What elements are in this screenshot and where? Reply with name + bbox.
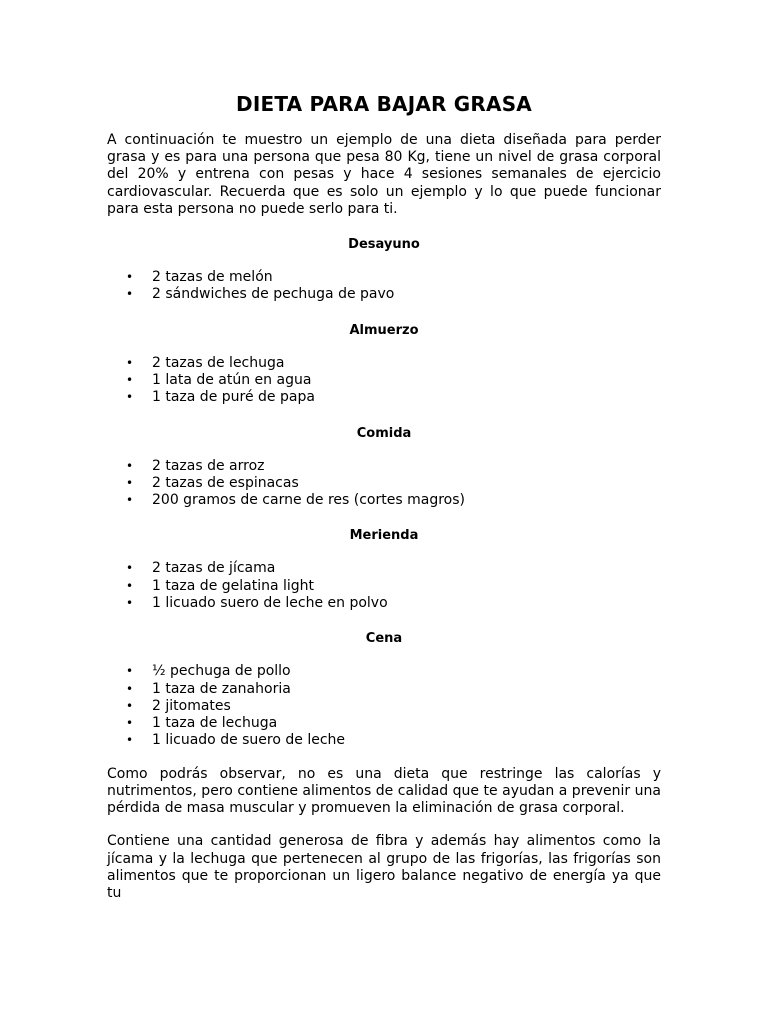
meal-heading: Cena: [365, 631, 403, 647]
intro-paragraph: A continuación te muestro un ejemplo de una dieta diseñada para perder grasa y es para una persona que pesa 80 Kg, tiene un nivel de grasa corporal del 20% y entrena con pesas y hace 4 sesiones semanales de ejercicio cardiovascular. Recuerda que es solo un ejemplo y lo que puede funcionar para esta persona no puede serlo para ti.: [107, 132, 661, 217]
list-item-text: 1 taza de lechuga: [152, 715, 278, 732]
bullet-icon: •: [126, 698, 134, 713]
list-item-text: 1 licuado suero de leche en polvo: [152, 594, 388, 611]
list-item: [107, 458, 661, 475]
list-item-text: 2 jitomates: [152, 697, 231, 714]
list-item-text: 2 tazas de arroz: [152, 457, 265, 474]
bullet-icon: •: [126, 595, 134, 610]
list-item: [107, 492, 661, 509]
meal-section-merienda: [107, 527, 661, 612]
list-item-text: 2 tazas de espinacas: [152, 474, 299, 491]
list-item-text: 1 lata de atún en agua: [152, 371, 312, 388]
list-item-text: 200 gramos de carne de res (cortes magros): [152, 492, 465, 509]
list-item: [107, 578, 661, 595]
list-item: [107, 286, 661, 303]
bullet-icon: •: [126, 578, 134, 593]
meal-heading: Almuerzo: [349, 322, 419, 338]
bullet-icon: •: [126, 493, 134, 508]
list-item: [107, 372, 661, 389]
bullet-icon: •: [126, 475, 134, 490]
list-item-text: 1 taza de zanahoria: [152, 680, 291, 697]
meal-list: [107, 663, 661, 749]
bullet-icon: •: [126, 287, 134, 302]
meal-list: [107, 269, 661, 304]
list-item-text: 2 sándwiches de pechuga de pavo: [152, 286, 395, 303]
meal-section-comida: [107, 425, 661, 510]
bullet-icon: •: [126, 733, 134, 748]
list-item: [107, 732, 661, 749]
meal-section-cena: [107, 630, 661, 749]
meal-heading: Comida: [356, 425, 412, 441]
list-item-text: 2 tazas de jícama: [152, 560, 276, 577]
meal-heading: Desayuno: [348, 237, 420, 253]
list-item: [107, 715, 661, 732]
list-item-text: 1 taza de gelatina light: [152, 577, 315, 594]
list-item: [107, 475, 661, 492]
meal-list: [107, 355, 661, 407]
bullet-icon: •: [126, 355, 134, 370]
meal-heading: Merienda: [349, 528, 419, 544]
closing-paragraph-1: Como podrás observar, no es una dieta que restringe las calorías y nutrimentos, pero contiene alimentos de calidad que te ayudan a prevenir una pérdida de masa muscular y promueven la eliminación de grasa corporal.: [107, 765, 661, 817]
list-item: [107, 698, 661, 715]
list-item-text: 1 licuado de suero de leche: [152, 732, 346, 749]
bullet-icon: •: [126, 372, 134, 387]
meal-section-almuerzo: [107, 322, 661, 407]
bullet-icon: •: [126, 716, 134, 731]
list-item-text: ½ pechuga de pollo: [152, 663, 291, 680]
list-item: [107, 560, 661, 577]
list-item: [107, 269, 661, 286]
bullet-icon: •: [126, 664, 134, 679]
list-item-text: 2 tazas de lechuga: [152, 354, 285, 371]
bullet-icon: •: [126, 561, 134, 576]
list-item: [107, 355, 661, 372]
list-item: [107, 681, 661, 698]
list-item-text: 1 taza de puré de papa: [152, 389, 315, 406]
meal-list: [107, 458, 661, 510]
closing-paragraph-2: Contiene una cantidad generosa de fibra y además hay alimentos como la jícama y la lechuga que pertenecen al grupo de las frigorías, las frigorías son alimentos que te proporcionan un ligero balance negativo de energía ya que tu: [107, 833, 661, 901]
list-item: [107, 389, 661, 406]
bullet-icon: •: [126, 458, 134, 473]
list-item-text: 2 tazas de melón: [152, 269, 273, 286]
meal-section-desayuno: [107, 236, 661, 304]
bullet-icon: •: [126, 390, 134, 405]
bullet-icon: •: [126, 681, 134, 696]
meal-list: [107, 560, 661, 612]
list-item: [107, 595, 661, 612]
bullet-icon: •: [126, 270, 134, 285]
document-title: DIETA PARA BAJAR GRASA: [236, 92, 532, 116]
list-item: [107, 663, 661, 680]
